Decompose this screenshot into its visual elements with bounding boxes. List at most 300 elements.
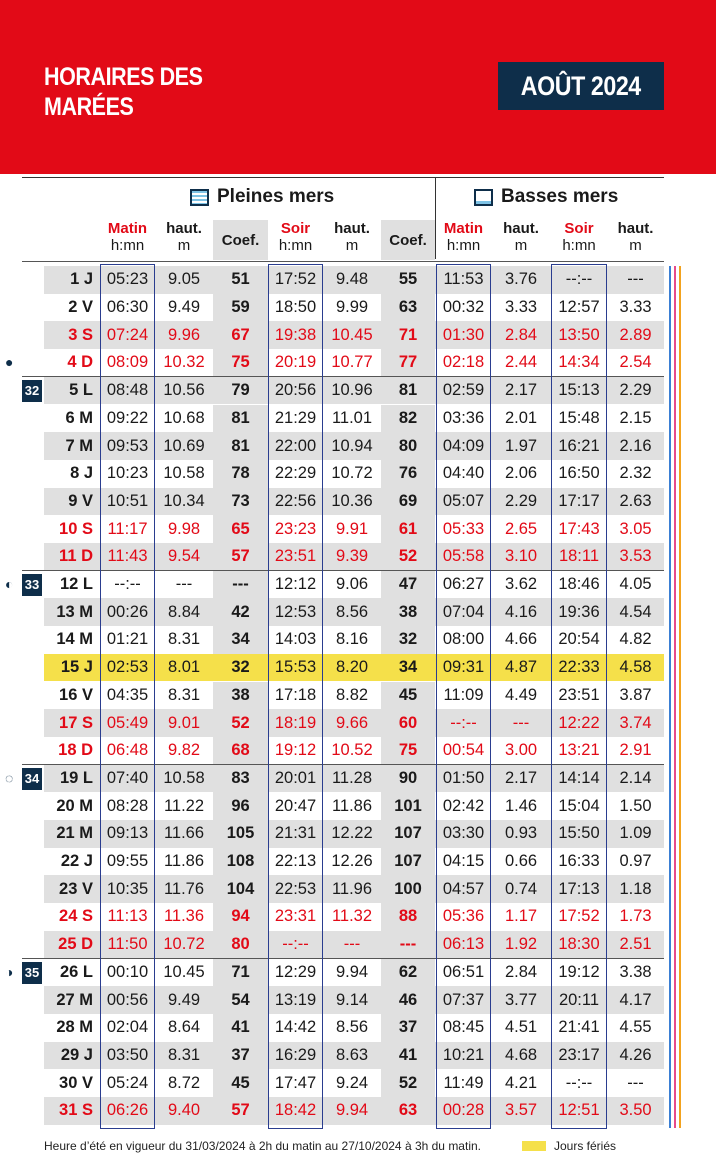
cell-c1: 32 xyxy=(231,658,250,677)
cell-h2: 10.52 xyxy=(331,741,373,760)
cell-bm1: 04:15 xyxy=(442,852,485,871)
cell-c1: 105 xyxy=(226,824,255,843)
cell-bm2: 12:51 xyxy=(558,1101,600,1120)
cell-c1: 71 xyxy=(231,962,250,981)
cell-bh1: 3.57 xyxy=(504,1101,538,1120)
cell-pm2: 22:53 xyxy=(274,879,317,898)
cell-h2: 9.06 xyxy=(335,575,369,594)
cell-h2: 8.16 xyxy=(335,630,369,649)
cell-bh2: 4.05 xyxy=(619,575,652,594)
cell-bh2: 2.54 xyxy=(619,353,652,372)
week-separator xyxy=(22,958,664,959)
cell-h1: 11.76 xyxy=(163,879,205,898)
day-label: 16 V xyxy=(59,685,93,704)
cell-h1: 8.31 xyxy=(167,630,201,649)
cell-bh1: 4.51 xyxy=(504,1018,538,1037)
cell-bm1: 11:09 xyxy=(443,685,484,704)
cell-h2: 10.96 xyxy=(331,381,373,400)
cell-pm2: 17:18 xyxy=(274,685,317,704)
cell-bh1: 3.62 xyxy=(504,575,538,594)
table-row xyxy=(0,405,716,433)
moon-phase-icon: ● xyxy=(5,354,14,371)
cell-pm1: 06:48 xyxy=(106,741,149,760)
cell-bm2: 17:52 xyxy=(558,907,600,926)
day-label: 18 D xyxy=(58,741,93,760)
cell-pm1: 02:04 xyxy=(106,1018,149,1037)
col-header-unit: h:mn xyxy=(278,237,313,254)
cell-c1: 57 xyxy=(231,547,250,566)
cell-pm1: 11:50 xyxy=(107,935,148,954)
cell-h1: 11.22 xyxy=(163,796,205,815)
cell-bm1: 06:13 xyxy=(442,935,485,954)
cell-h2: 8.56 xyxy=(335,602,369,621)
col-header-label: haut. xyxy=(617,220,654,237)
col-header-coef: Coef. xyxy=(381,220,435,260)
col-header-bh1 xyxy=(491,220,551,260)
high-tide-icon xyxy=(190,189,209,206)
cell-pm1: 09:22 xyxy=(106,408,149,427)
day-label: 15 J xyxy=(60,658,93,677)
cell-c1: 81 xyxy=(231,408,250,427)
table-row xyxy=(0,875,716,903)
holiday-legend-label: Jours fériés xyxy=(554,1139,617,1153)
cell-h2: 9.14 xyxy=(335,990,369,1009)
cell-h1: 9.49 xyxy=(167,990,201,1009)
day-label: 2 V xyxy=(68,298,93,317)
cell-h1: 10.69 xyxy=(163,436,205,455)
cell-h1: 11.86 xyxy=(163,852,205,871)
table-row xyxy=(0,571,716,599)
cell-bm1: 00:32 xyxy=(442,298,485,317)
cell-bm2: 19:36 xyxy=(558,602,600,621)
cell-pm1: 00:56 xyxy=(106,990,149,1009)
cell-bm1: 01:30 xyxy=(442,325,485,344)
cell-pm1: 08:28 xyxy=(106,796,149,815)
cell-bm2: 12:57 xyxy=(558,298,600,317)
cell-h1: 8.31 xyxy=(167,685,201,704)
cell-pm1: 11:13 xyxy=(107,907,148,926)
cell-bm2: 15:13 xyxy=(558,381,600,400)
cell-bm2: 12:22 xyxy=(558,713,600,732)
cell-pm1: 06:30 xyxy=(106,298,149,317)
cell-h1: 10.68 xyxy=(163,408,205,427)
cell-pm2: 18:50 xyxy=(274,298,317,317)
cell-pm1: 08:09 xyxy=(106,353,149,372)
cell-h2: 11.86 xyxy=(331,796,373,815)
cell-bm2: 22:33 xyxy=(558,658,600,677)
table-row xyxy=(0,626,716,654)
holiday-legend xyxy=(522,1139,616,1153)
week-number-badge: 32 xyxy=(22,380,42,402)
col-header-label: haut. xyxy=(166,220,202,237)
day-label: 6 M xyxy=(65,408,93,427)
cell-bh2: 1.18 xyxy=(619,879,652,898)
cell-h2: 10.72 xyxy=(331,464,373,483)
cell-bh1: 0.66 xyxy=(504,852,538,871)
cell-bh2: 3.74 xyxy=(619,713,652,732)
cell-pm2: 14:03 xyxy=(274,630,317,649)
cell-bh1: 4.68 xyxy=(504,1045,538,1064)
cell-pm2: 22:00 xyxy=(274,436,317,455)
cell-bm1: --:-- xyxy=(450,713,477,732)
cell-bh1: 3.00 xyxy=(504,741,538,760)
cell-c1: 52 xyxy=(231,713,250,732)
table-row xyxy=(0,294,716,322)
low-tide-group-title xyxy=(474,186,618,208)
day-label: 17 S xyxy=(59,713,93,732)
cell-bm2: 13:21 xyxy=(558,741,600,760)
cell-bm1: 08:00 xyxy=(442,630,485,649)
cell-c1: 51 xyxy=(231,270,250,289)
cell-pm2: 18:19 xyxy=(274,713,317,732)
cell-c1: 78 xyxy=(231,464,250,483)
cell-pm2: 14:42 xyxy=(274,1018,317,1037)
cell-bh1: 1.97 xyxy=(504,436,538,455)
cell-bm2: 23:17 xyxy=(558,1045,600,1064)
cell-pm2: 12:12 xyxy=(274,575,317,594)
cell-bm2: 15:04 xyxy=(558,796,600,815)
day-label: 4 D xyxy=(67,353,93,372)
cell-c2: 34 xyxy=(398,658,418,677)
cell-bh1: 2.01 xyxy=(504,408,538,427)
week-separator xyxy=(22,376,664,377)
cell-bh2: 2.63 xyxy=(619,491,652,510)
cell-c2: 100 xyxy=(394,879,422,898)
cell-bm1: 04:09 xyxy=(442,436,485,455)
table-row xyxy=(0,377,716,405)
cell-h1: 8.84 xyxy=(167,602,201,621)
cell-bm1: 00:54 xyxy=(442,741,485,760)
cell-h2: 9.99 xyxy=(335,298,369,317)
cell-pm2: 17:47 xyxy=(274,1073,317,1092)
table-row xyxy=(0,432,716,460)
cell-bm1: 04:57 xyxy=(442,879,485,898)
cell-pm2: 13:19 xyxy=(274,990,317,1009)
table-row xyxy=(0,792,716,820)
cell-pm1: 00:10 xyxy=(106,962,149,981)
cell-h2: 10.36 xyxy=(331,491,373,510)
day-label: 25 D xyxy=(58,935,93,954)
cell-h2: 8.82 xyxy=(335,685,369,704)
cell-pm2: --:-- xyxy=(282,935,309,954)
col-header-unit: m xyxy=(514,237,528,254)
cell-bm2: --:-- xyxy=(565,270,593,289)
edge-stripe-blue xyxy=(669,266,671,1128)
cell-bm2: 23:51 xyxy=(558,685,600,704)
day-label: 1 J xyxy=(70,270,93,289)
cell-c1: 37 xyxy=(231,1045,250,1064)
cell-pm2: 19:38 xyxy=(274,325,317,344)
cell-pm2: 22:56 xyxy=(274,491,317,510)
cell-h1: 11.36 xyxy=(163,907,205,926)
cell-c1: 59 xyxy=(231,298,250,317)
cell-h1: 9.82 xyxy=(167,741,201,760)
cell-bh2: 3.38 xyxy=(619,962,652,981)
table-row xyxy=(0,986,716,1014)
cell-h1: 8.01 xyxy=(167,658,201,677)
moon-phase-icon: ◌ xyxy=(5,769,14,786)
cell-bm2: 16:21 xyxy=(558,436,600,455)
cell-c1: 108 xyxy=(226,852,255,871)
high-tide-group-title xyxy=(190,186,334,208)
moon-phase-icon: ◑ xyxy=(5,963,14,980)
cell-pm2: 19:12 xyxy=(274,741,317,760)
cell-c1: 80 xyxy=(231,935,250,954)
cell-bh2: 4.54 xyxy=(619,602,652,621)
cell-h1: 8.64 xyxy=(167,1018,201,1037)
cell-c2: 107 xyxy=(394,852,422,871)
cell-c1: 94 xyxy=(231,907,250,926)
cell-bh2: 1.73 xyxy=(619,907,652,926)
cell-bm1: 02:59 xyxy=(442,381,485,400)
cell-pm1: 09:13 xyxy=(106,824,149,843)
cell-pm2: 20:56 xyxy=(274,381,317,400)
col-header-h1 xyxy=(155,220,213,260)
cell-c2: 69 xyxy=(398,491,418,510)
cell-c1: 42 xyxy=(231,602,250,621)
cell-pm1: 07:24 xyxy=(106,325,149,344)
cell-h1: 10.32 xyxy=(163,353,205,372)
cell-h1: 10.58 xyxy=(163,464,205,483)
day-label: 5 L xyxy=(69,381,93,400)
cell-pm1: 03:50 xyxy=(106,1045,149,1064)
cell-bm1: 05:36 xyxy=(442,907,485,926)
cell-pm2: 17:52 xyxy=(274,270,317,289)
cell-c2: 107 xyxy=(394,824,422,843)
cell-h2: 11.01 xyxy=(331,408,373,427)
cell-c2: 46 xyxy=(398,990,418,1009)
cell-bh2: 4.82 xyxy=(619,630,652,649)
cell-h2: 11.32 xyxy=(331,907,373,926)
table-row xyxy=(0,903,716,931)
cell-bh2: --- xyxy=(627,270,644,289)
cell-pm1: 10:35 xyxy=(106,879,149,898)
cell-bm1: 01:50 xyxy=(442,768,485,787)
cell-bm1: 04:40 xyxy=(442,464,485,483)
cell-bm2: 13:50 xyxy=(558,325,600,344)
week-separator xyxy=(22,764,664,765)
cell-c1: 65 xyxy=(231,519,250,538)
col-header-pm1 xyxy=(100,220,155,260)
table-row xyxy=(0,709,716,737)
cell-c1: 57 xyxy=(231,1101,250,1120)
cell-bm2: 16:33 xyxy=(558,852,600,871)
cell-h1: 8.72 xyxy=(167,1073,201,1092)
week-separator xyxy=(22,570,664,571)
day-label: 11 D xyxy=(59,547,93,566)
cell-bh1: --- xyxy=(512,713,530,732)
cell-h1: 11.66 xyxy=(163,824,205,843)
day-label: 7 M xyxy=(65,436,93,455)
cell-bm2: 16:50 xyxy=(558,464,600,483)
cell-bm2: 15:48 xyxy=(558,408,600,427)
cell-bh2: 4.55 xyxy=(619,1018,652,1037)
cell-c2: 101 xyxy=(394,796,422,815)
cell-bm1: 00:28 xyxy=(442,1101,485,1120)
cell-bh2: 2.14 xyxy=(619,768,652,787)
cell-bm2: 17:43 xyxy=(558,519,600,538)
cell-c1: 54 xyxy=(231,990,250,1009)
cell-h1: 9.96 xyxy=(167,325,201,344)
cell-h2: 11.28 xyxy=(331,768,373,787)
cell-c1: 75 xyxy=(231,353,250,372)
cell-c2: 80 xyxy=(398,436,418,455)
col-header-h2 xyxy=(323,220,381,260)
cell-bh1: 2.17 xyxy=(504,381,538,400)
table-row xyxy=(0,460,716,488)
cell-bm2: 18:46 xyxy=(558,575,600,594)
table-row xyxy=(0,266,716,294)
dst-note: Heure d’été en vigueur du 31/03/2024 à 2h du matin au 27/10/2024 à 3h du matin. xyxy=(44,1139,481,1153)
month-badge xyxy=(498,62,664,110)
cell-c2: 63 xyxy=(398,1101,418,1120)
cell-h2: 9.94 xyxy=(335,1101,369,1120)
cell-c2: 88 xyxy=(398,907,418,926)
cell-bm2: 14:34 xyxy=(558,353,600,372)
cell-h2: 10.94 xyxy=(331,436,373,455)
cell-pm2: 20:19 xyxy=(274,353,317,372)
cell-bm2: 19:12 xyxy=(558,962,600,981)
cell-bm2: 17:17 xyxy=(558,491,600,510)
table-row xyxy=(0,931,716,959)
cell-bh1: 2.29 xyxy=(504,491,538,510)
table-row xyxy=(0,515,716,543)
cell-pm1: 01:21 xyxy=(106,630,149,649)
cell-bh2: 3.87 xyxy=(619,685,652,704)
cell-h2: 12.22 xyxy=(331,824,373,843)
day-label: 27 M xyxy=(56,990,93,1009)
cell-h2: 9.94 xyxy=(335,962,369,981)
table-row xyxy=(0,543,716,571)
cell-h1: 10.34 xyxy=(163,491,205,510)
col-header-label: haut. xyxy=(503,220,539,237)
cell-pm1: 04:35 xyxy=(106,685,149,704)
cell-c2: 41 xyxy=(398,1045,418,1064)
cell-pm2: 21:31 xyxy=(274,824,317,843)
col-header-bh2 xyxy=(607,220,664,260)
cell-bh2: 3.33 xyxy=(619,298,652,317)
cell-bh2: 1.50 xyxy=(619,796,652,815)
cell-bm2: 18:11 xyxy=(558,547,600,566)
cell-pm2: 22:29 xyxy=(274,464,317,483)
col-header-bm1 xyxy=(436,220,491,260)
table-row xyxy=(0,682,716,710)
holiday-swatch xyxy=(522,1141,546,1151)
cell-c1: 83 xyxy=(231,768,250,787)
cell-bh1: 3.10 xyxy=(504,547,538,566)
day-label: 24 S xyxy=(59,907,93,926)
table-row xyxy=(0,820,716,848)
table-row xyxy=(0,349,716,377)
table-row xyxy=(0,959,716,987)
cell-c2: 81 xyxy=(398,381,418,400)
cell-pm2: 12:29 xyxy=(274,962,317,981)
cell-h2: 9.39 xyxy=(335,547,369,566)
cell-c2: 52 xyxy=(398,547,418,566)
cell-c2: --- xyxy=(399,935,417,954)
cell-bh2: 3.53 xyxy=(619,547,652,566)
col-header-label: Matin xyxy=(107,220,148,237)
cell-h2: 9.24 xyxy=(335,1073,369,1092)
cell-bh1: 4.66 xyxy=(504,630,538,649)
cell-bm1: 05:58 xyxy=(442,547,485,566)
cell-bh1: 4.49 xyxy=(504,685,538,704)
page-title xyxy=(44,62,203,122)
cell-pm2: 20:01 xyxy=(274,768,317,787)
cell-c2: 75 xyxy=(398,741,418,760)
table-row xyxy=(0,488,716,516)
cell-c2: 45 xyxy=(398,685,418,704)
cell-c2: 90 xyxy=(398,768,418,787)
cell-c1: 67 xyxy=(231,325,250,344)
cell-pm1: 00:26 xyxy=(106,602,149,621)
day-label: 13 M xyxy=(56,602,93,621)
cell-bh2: 4.17 xyxy=(619,990,652,1009)
cell-c1: 41 xyxy=(231,1018,250,1037)
cell-c1: 81 xyxy=(231,436,250,455)
cell-c2: 52 xyxy=(398,1073,418,1092)
cell-bh2: 3.50 xyxy=(619,1101,652,1120)
day-label: 19 L xyxy=(59,768,93,787)
day-label: 23 V xyxy=(59,879,93,898)
cell-bh2: 2.91 xyxy=(619,741,652,760)
moon-phase-icon: ◐ xyxy=(5,575,14,592)
cell-h2: 8.20 xyxy=(335,658,369,677)
cell-c2: 55 xyxy=(398,270,418,289)
cell-h1: 9.98 xyxy=(167,519,201,538)
cell-bm1: 07:37 xyxy=(442,990,485,1009)
cell-pm1: 02:53 xyxy=(106,658,149,677)
table-row xyxy=(0,654,716,682)
cell-bh1: 3.33 xyxy=(504,298,538,317)
col-header-unit: m xyxy=(629,237,642,254)
cell-pm1: --:-- xyxy=(114,575,141,594)
cell-bh1: 4.21 xyxy=(504,1073,538,1092)
cell-bh2: 2.51 xyxy=(619,935,652,954)
cell-bm1: 03:30 xyxy=(442,824,485,843)
cell-pm1: 09:55 xyxy=(106,852,149,871)
cell-bm1: 07:04 xyxy=(442,602,485,621)
day-label: 21 M xyxy=(56,824,93,843)
cell-pm2: 20:47 xyxy=(274,796,317,815)
cell-pm1: 09:53 xyxy=(106,436,149,455)
cell-pm1: 06:26 xyxy=(106,1101,149,1120)
cell-h2: 10.77 xyxy=(331,353,373,372)
cell-c1: 38 xyxy=(231,685,250,704)
table-row xyxy=(0,598,716,626)
col-header-coef: Coef. xyxy=(213,220,268,260)
week-number-badge: 34 xyxy=(22,768,42,790)
cell-bh1: 2.44 xyxy=(504,353,538,372)
cell-bh2: 4.26 xyxy=(619,1045,652,1064)
cell-bh1: 2.17 xyxy=(504,768,538,787)
cell-bm2: 18:30 xyxy=(558,935,600,954)
cell-c1: --- xyxy=(232,575,249,594)
cell-h1: 10.58 xyxy=(163,768,205,787)
cell-bm2: 20:11 xyxy=(558,990,600,1009)
week-number-badge: 35 xyxy=(22,962,42,984)
low-tide-icon xyxy=(474,189,493,206)
day-label: 9 V xyxy=(68,491,93,510)
cell-pm2: 18:42 xyxy=(274,1101,317,1120)
cell-bm1: 10:21 xyxy=(442,1045,485,1064)
cell-h1: 9.40 xyxy=(167,1101,201,1120)
cell-bh1: 1.17 xyxy=(504,907,538,926)
cell-c1: 68 xyxy=(231,741,250,760)
cell-bh1: 4.16 xyxy=(504,602,538,621)
cell-c1: 96 xyxy=(231,796,250,815)
cell-pm2: 23:51 xyxy=(274,547,317,566)
